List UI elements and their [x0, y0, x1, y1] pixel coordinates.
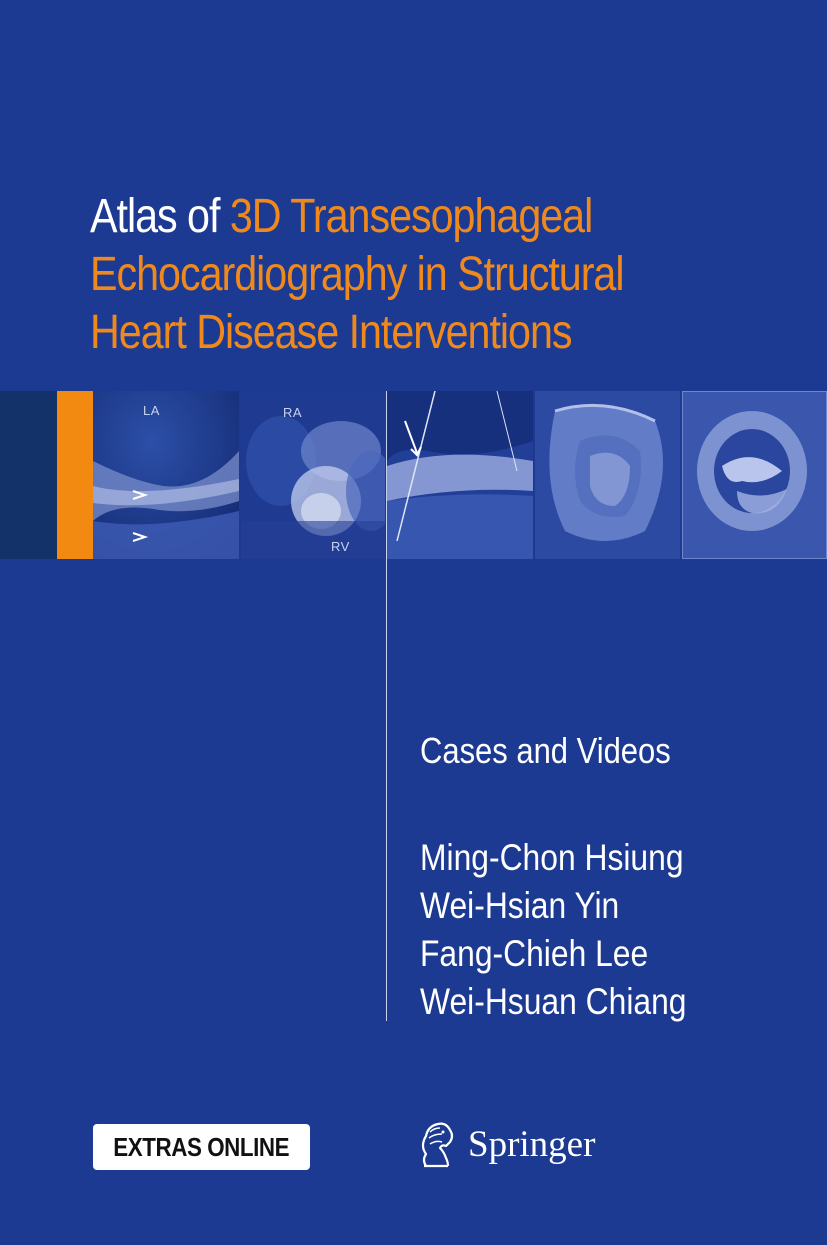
echo-image-5: [682, 391, 827, 559]
echo-image-2: [241, 391, 385, 559]
label-rv: RV: [331, 539, 350, 554]
springer-horse-icon: [412, 1116, 460, 1172]
strip-orange-bar: [57, 391, 93, 559]
echo-image-3: [387, 391, 533, 559]
echo-image-1: [93, 391, 239, 559]
author-list: [420, 834, 686, 1026]
vertical-divider: [386, 391, 387, 1021]
label-la: LA: [143, 403, 160, 418]
book-subtitle: Cases and Videos: [420, 730, 671, 771]
author-name: Fang-Chieh Lee: [420, 933, 649, 974]
author-name: Wei-Hsuan Chiang: [420, 981, 687, 1022]
author-name: Ming-Chon Hsiung: [420, 837, 684, 878]
title-line3: Heart Disease Interventions: [90, 306, 572, 359]
publisher-mark: [412, 1114, 595, 1174]
echo-image-4: [535, 391, 680, 559]
author-name: Wei-Hsian Yin: [420, 885, 620, 926]
strip-dark-block: [0, 391, 57, 559]
title-line1-highlight: 3D Transesophageal: [229, 190, 593, 243]
publisher-name: Springer: [468, 1123, 596, 1165]
title-line2: Echocardiography in Structural: [90, 248, 624, 301]
extras-online-label: EXTRAS ONLINE: [113, 1131, 290, 1162]
extras-online-badge: [93, 1124, 310, 1170]
label-ra: RA: [283, 405, 303, 420]
book-title: [90, 188, 709, 362]
title-lead: Atlas of: [90, 190, 230, 243]
